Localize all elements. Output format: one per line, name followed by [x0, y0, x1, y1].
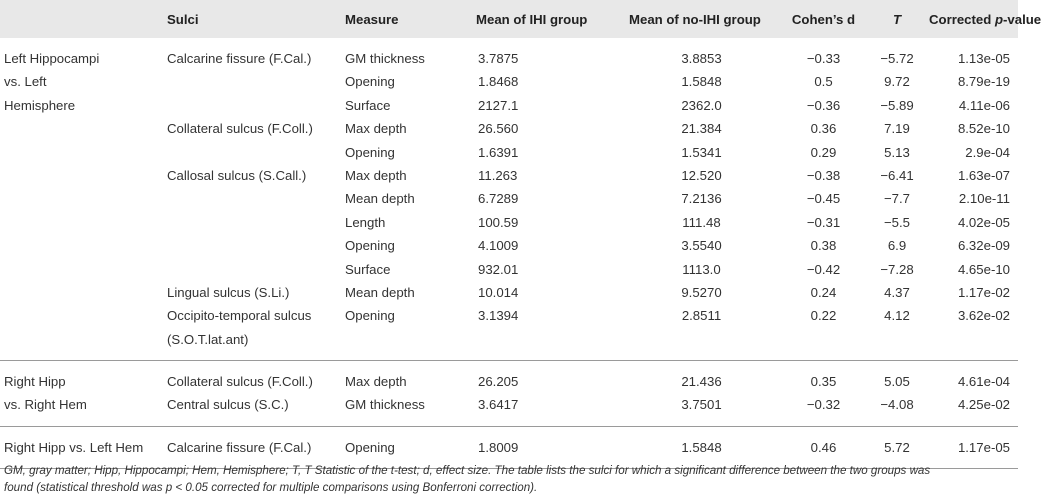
sulcus-cell: Calcarine fissure (F.Cal.): [167, 439, 312, 455]
table-row: [0, 331, 1018, 361]
t-stat-cell: 9.72: [884, 74, 910, 90]
pvalue-cell: 3.62e-02: [957, 308, 1010, 324]
mean-ihi-cell: 4.1009: [478, 238, 519, 254]
table-row: [0, 190, 1018, 213]
t-stat-cell: 5.05: [884, 374, 910, 390]
t-stat-cell: 4.37: [884, 284, 910, 300]
pvalue-cell: [925, 331, 1018, 361]
cohens-d-cell: −0.42: [806, 261, 841, 277]
t-stat-cell: −6.41: [880, 167, 914, 183]
mean-noihi-cell: 2362.0: [681, 97, 722, 113]
mean-ihi-cell: 26.205: [478, 374, 519, 390]
mean-ihi-cell: [472, 331, 625, 361]
header-cohens-d: Cohen’s d: [791, 11, 856, 27]
mean-noihi-cell: 111.48: [682, 214, 721, 230]
measure-cell: [341, 331, 472, 361]
table-row: [0, 144, 1018, 167]
group-label-cell: vs. Right Hem: [4, 397, 87, 413]
table-row: [0, 396, 1018, 426]
header-t-label: T: [892, 11, 902, 27]
header-mean-ihi: Mean of IHI group: [476, 11, 588, 27]
header-pvalue: Corrected p-value: [929, 11, 1041, 27]
measure-cell: Opening: [345, 308, 395, 324]
mean-ihi-cell: 3.1394: [478, 308, 519, 324]
mean-ihi-cell: 1.6391: [478, 144, 519, 160]
measure-cell: Opening: [345, 144, 395, 160]
measure-cell: GM thickness: [345, 51, 425, 66]
sulcus-cell: [163, 73, 341, 96]
table-row: [0, 284, 1018, 307]
pvalue-cell: 1.17e-05: [957, 439, 1010, 455]
measure-cell: Max depth: [345, 374, 407, 390]
mean-noihi-cell: 9.5270: [681, 284, 722, 300]
cohens-d-cell: 0.46: [810, 439, 837, 455]
sulcus-cell: Collateral sulcus (F.Coll.): [167, 121, 313, 137]
sulcus-cell: Lingual sulcus (S.Li.): [167, 284, 290, 300]
measure-cell: GM thickness: [345, 397, 425, 413]
table-row: [0, 307, 1018, 330]
pvalue-cell: 4.25e-02: [957, 397, 1010, 413]
measure-cell: Length: [345, 214, 386, 230]
mean-ihi-cell: 3.6417: [478, 397, 519, 413]
group-label-cell: vs. Left: [4, 74, 47, 90]
pvalue-cell: 4.11e-06: [958, 97, 1010, 113]
cohens-d-cell: −0.45: [806, 191, 841, 207]
sulcus-cell: (S.O.T.lat.ant): [167, 331, 249, 347]
cohens-d-cell: 0.38: [810, 238, 837, 254]
table-row: [0, 167, 1018, 190]
t-stat-cell: −7.28: [880, 261, 914, 277]
measure-cell: Surface: [345, 97, 391, 113]
mean-noihi-cell: 2.8511: [681, 308, 722, 324]
mean-ihi-cell: 1.8009: [478, 439, 519, 455]
cohens-d-cell: 0.22: [810, 308, 837, 324]
table-group: [0, 38, 1018, 361]
t-stat-cell: 7.19: [884, 121, 910, 137]
table-footnote: [4, 462, 1014, 496]
table-row: [0, 97, 1018, 120]
measure-cell: Max depth: [345, 121, 407, 137]
sulcus-cell: [163, 144, 341, 167]
measure-cell: Opening: [345, 439, 395, 455]
cohens-d-cell: 0.5: [814, 74, 833, 90]
mean-ihi-cell: 3.7875: [478, 51, 519, 66]
mean-ihi-cell: 26.560: [478, 121, 519, 137]
group-label-cell: [0, 331, 163, 361]
cohens-d-cell: −0.33: [806, 51, 841, 66]
pvalue-cell: 4.65e-10: [957, 261, 1010, 277]
mean-noihi-cell: [625, 331, 778, 361]
table-row: [0, 38, 1018, 73]
mean-noihi-cell: 21.384: [681, 121, 722, 137]
group-label-cell: Right Hipp vs. Left Hem: [4, 439, 144, 455]
mean-ihi-cell: 100.59: [478, 214, 519, 230]
cohens-d-cell: −0.31: [806, 214, 841, 230]
mean-ihi-cell: 6.7289: [478, 191, 519, 207]
mean-noihi-cell: 1.5848: [681, 74, 722, 90]
pvalue-cell: 1.17e-02: [957, 284, 1010, 300]
table-row: [0, 361, 1018, 397]
group-label-cell: Right Hipp: [4, 374, 66, 390]
measure-cell: Mean depth: [345, 284, 415, 300]
pvalue-cell: 8.52e-10: [957, 121, 1010, 137]
pvalue-cell: 2.10e-11: [958, 191, 1010, 207]
pvalue-cell: 8.79e-19: [957, 74, 1010, 90]
measure-cell: Opening: [345, 238, 395, 254]
t-stat-cell: −5.72: [880, 51, 914, 66]
sulcus-cell: Callosal sulcus (S.Call.): [167, 167, 307, 183]
cohens-d-cell: −0.36: [806, 97, 841, 113]
t-stat-cell: −5.5: [883, 214, 911, 230]
pvalue-cell: 4.61e-04: [957, 374, 1010, 390]
mean-noihi-cell: 1113.0: [682, 261, 721, 277]
pvalue-cell: 2.9e-04: [965, 144, 1010, 160]
t-stat-cell: −7.7: [883, 191, 911, 207]
t-stat-cell: 5.13: [884, 144, 910, 160]
sulcus-cell: Calcarine fissure (F.Cal.): [167, 51, 312, 66]
header-t: [869, 0, 925, 38]
group-label-cell: [0, 120, 163, 143]
sulcus-cell: Occipito-temporal sulcus: [167, 308, 312, 324]
group-label-cell: [0, 144, 163, 167]
pvalue-cell: 1.63e-07: [957, 167, 1010, 183]
sulcus-cell: [163, 97, 341, 120]
table-header: [0, 0, 1041, 38]
table-row: [0, 120, 1018, 143]
mean-noihi-cell: 21.436: [681, 374, 722, 390]
measure-cell: Mean depth: [345, 191, 415, 207]
mean-noihi-cell: 1.5848: [681, 439, 722, 455]
table-row: [0, 261, 1018, 284]
t-stat-cell: 5.72: [884, 439, 910, 455]
sulcus-cell: [163, 214, 341, 237]
header-group: [0, 0, 163, 38]
measure-cell: Max depth: [345, 167, 407, 183]
footnote-line-2: found (statistical threshold was p < 0.05 corrected for multiple comparisons using Bonferroni correction).: [4, 481, 538, 494]
measure-cell: Surface: [345, 261, 391, 277]
t-stat-cell: −5.89: [880, 97, 914, 113]
mean-noihi-cell: 3.8853: [681, 51, 722, 66]
mean-noihi-cell: 7.2136: [681, 191, 722, 207]
cohens-d-cell: 0.29: [810, 144, 837, 160]
pvalue-cell: 6.32e-09: [957, 238, 1010, 254]
mean-ihi-cell: 11.263: [478, 167, 518, 183]
t-stat-cell: 4.12: [884, 308, 910, 324]
cohens-d-cell: 0.36: [810, 121, 837, 137]
table-group: [0, 361, 1018, 427]
table-row: [0, 214, 1018, 237]
group-label-cell: [0, 237, 163, 260]
t-stat-cell: [869, 331, 925, 361]
group-label-cell: [0, 190, 163, 213]
group-label-cell: [0, 214, 163, 237]
t-stat-cell: 6.9: [887, 238, 907, 254]
group-label-cell: Hemisphere: [4, 97, 76, 113]
group-label-cell: [0, 284, 163, 307]
sulcus-cell: [163, 261, 341, 284]
mean-ihi-cell: 1.8468: [478, 74, 519, 90]
cohens-d-cell: 0.35: [810, 374, 837, 390]
mean-ihi-cell: 10.014: [478, 284, 519, 300]
mean-noihi-cell: 3.7501: [681, 397, 722, 413]
cohens-d-cell: 0.24: [810, 284, 837, 300]
mean-noihi-cell: 12.520: [681, 167, 722, 183]
group-label-cell: [0, 261, 163, 284]
table-row: [0, 73, 1018, 96]
sulcus-cell: [163, 237, 341, 260]
sulcus-cell: Collateral sulcus (F.Coll.): [167, 374, 313, 390]
cohens-d-cell: [778, 331, 869, 361]
group-label-cell: [0, 167, 163, 190]
header-mean-noihi: Mean of no-IHI group: [629, 11, 761, 27]
table-row: [0, 237, 1018, 260]
cohens-d-cell: −0.32: [806, 397, 841, 413]
group-label-cell: Left Hippocampi: [4, 51, 100, 66]
measure-cell: Opening: [345, 74, 395, 90]
header-sulci: Sulci: [167, 11, 199, 27]
header-measure: Measure: [345, 11, 399, 27]
pvalue-cell: 1.13e-05: [957, 51, 1010, 66]
cohens-d-cell: −0.38: [806, 167, 841, 183]
t-stat-cell: −4.08: [880, 397, 914, 413]
mean-noihi-cell: 3.5540: [681, 238, 722, 254]
mean-ihi-cell: 2127.1: [478, 97, 519, 113]
pvalue-cell: 4.02e-05: [957, 214, 1010, 230]
sulcus-cell: Central sulcus (S.C.): [167, 397, 289, 413]
group-label-cell: [0, 307, 163, 330]
mean-noihi-cell: 1.5341: [681, 144, 722, 160]
mean-ihi-cell: 932.01: [478, 261, 519, 277]
footnote-line-1: GM, gray matter; Hipp, Hippocampi; Hem, Hemisphere; T, T Statistic of the t-test; d, effect size. The table lists the sulci for which a significant difference between the two groups was: [4, 464, 931, 477]
sulcus-cell: [163, 190, 341, 213]
